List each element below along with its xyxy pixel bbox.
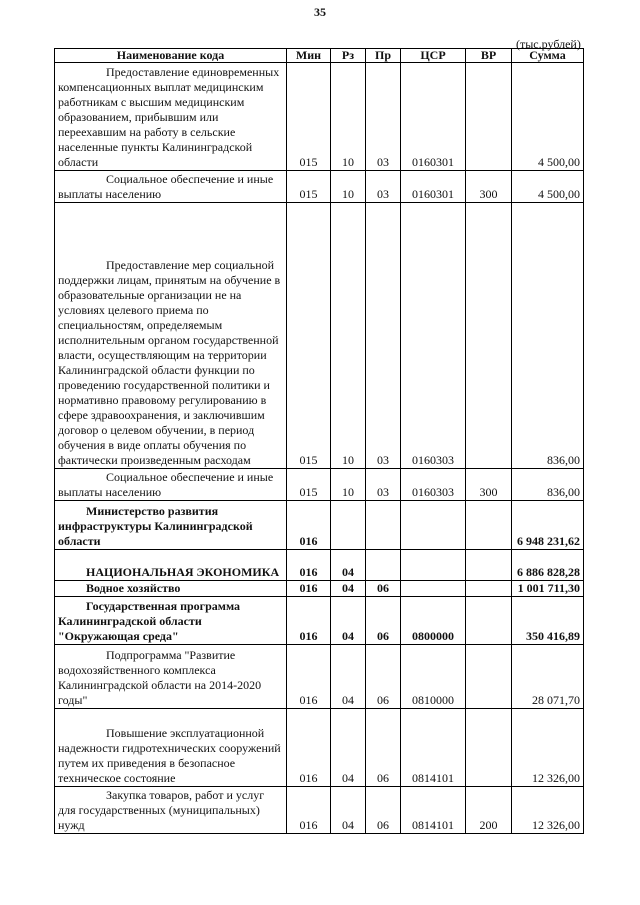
row-vr bbox=[466, 645, 512, 709]
row-rz: 04 bbox=[331, 645, 366, 709]
row-name: Водное хозяйство bbox=[86, 581, 181, 595]
row-sum: 4 500,00 bbox=[512, 171, 584, 203]
row-pr: 06 bbox=[366, 709, 401, 787]
row-pr: 06 bbox=[366, 787, 401, 834]
row-min: 015 bbox=[287, 171, 331, 203]
row-csr: 0800000 bbox=[401, 597, 466, 645]
row-csr bbox=[401, 501, 466, 550]
table-row bbox=[55, 645, 584, 709]
row-rz: 04 bbox=[331, 581, 366, 597]
table-row bbox=[55, 581, 584, 597]
row-csr bbox=[401, 550, 466, 581]
header-rz: Рз bbox=[331, 49, 366, 63]
header-pr: Пр bbox=[366, 49, 401, 63]
row-min: 015 bbox=[287, 469, 331, 501]
row-vr: 200 bbox=[466, 787, 512, 834]
row-pr: 03 bbox=[366, 171, 401, 203]
row-name: НАЦИОНАЛЬНАЯ ЭКОНОМИКА bbox=[86, 565, 280, 579]
row-name: Предоставление мер социальной поддержки лицам, принятым на обучение в образовательные организации не на условиях целевого приема по специальностям, определяемым исполнительным органом государственной власти, осуществляющим на территории Калининградской области функции по проведению государственной политики и нормативно правовому регулированию в сфере здравоохранения, и заключившим договор о целевом обучении, в период обучения в виде оплаты обучения по фактически произведенным расходам bbox=[58, 258, 281, 467]
row-vr bbox=[466, 597, 512, 645]
row-sum: 6 948 231,62 bbox=[512, 501, 584, 550]
row-vr bbox=[466, 709, 512, 787]
row-vr: 300 bbox=[466, 469, 512, 501]
row-sum: 12 326,00 bbox=[512, 787, 584, 834]
table-row bbox=[55, 63, 584, 171]
row-rz: 10 bbox=[331, 63, 366, 171]
table-row bbox=[55, 787, 584, 834]
row-csr: 0814101 bbox=[401, 709, 466, 787]
row-min: 016 bbox=[287, 645, 331, 709]
row-name: Социальное обеспечение и иные выплаты населению bbox=[58, 172, 274, 201]
row-pr: 03 bbox=[366, 63, 401, 171]
row-sum: 836,00 bbox=[512, 469, 584, 501]
row-sum: 350 416,89 bbox=[512, 597, 584, 645]
header-name: Наименование кода bbox=[55, 49, 287, 63]
row-min: 016 bbox=[287, 581, 331, 597]
budget-table bbox=[54, 48, 584, 834]
row-name: Министерство развития инфраструктуры Калининградской области bbox=[58, 504, 253, 548]
table-header bbox=[55, 49, 584, 63]
row-csr: 0810000 bbox=[401, 645, 466, 709]
row-vr bbox=[466, 203, 512, 469]
table-row bbox=[55, 709, 584, 787]
row-rz bbox=[331, 501, 366, 550]
row-min: 015 bbox=[287, 203, 331, 469]
header-min: Мин bbox=[287, 49, 331, 63]
row-sum: 836,00 bbox=[512, 203, 584, 469]
row-min: 016 bbox=[287, 501, 331, 550]
table-row bbox=[55, 469, 584, 501]
row-name: Подпрограмма "Развитие водохозяйственного комплекса Калининградской области на 2014-2020 годы" bbox=[58, 648, 262, 707]
row-pr bbox=[366, 550, 401, 581]
row-sum: 4 500,00 bbox=[512, 63, 584, 171]
table-row bbox=[55, 550, 584, 581]
row-pr bbox=[366, 501, 401, 550]
page-number: 35 bbox=[314, 5, 326, 19]
header-vr: ВР bbox=[466, 49, 512, 63]
row-vr: 300 bbox=[466, 171, 512, 203]
table-row bbox=[55, 597, 584, 645]
units-label: (тыс.рублей) bbox=[516, 37, 581, 51]
row-rz: 04 bbox=[331, 709, 366, 787]
row-rz: 04 bbox=[331, 550, 366, 581]
row-min: 016 bbox=[287, 597, 331, 645]
table-row bbox=[55, 203, 584, 469]
row-csr: 0160303 bbox=[401, 203, 466, 469]
header-sum: Сумма bbox=[512, 49, 584, 63]
table-row bbox=[55, 171, 584, 203]
row-rz: 10 bbox=[331, 171, 366, 203]
row-min: 016 bbox=[287, 550, 331, 581]
row-sum: 6 886 828,28 bbox=[512, 550, 584, 581]
row-csr: 0814101 bbox=[401, 787, 466, 834]
row-name: Предоставление единовременных компенсационных выплат медицинским работникам с высшим медицинским образованием, прибывшим или переехавшим на работу в сельские населенные пункты Калининградской области bbox=[58, 65, 280, 169]
row-csr bbox=[401, 581, 466, 597]
row-sum: 1 001 711,30 bbox=[512, 581, 584, 597]
row-name: Социальное обеспечение и иные выплаты населению bbox=[58, 470, 274, 499]
row-vr bbox=[466, 550, 512, 581]
row-rz: 10 bbox=[331, 203, 366, 469]
row-rz: 04 bbox=[331, 597, 366, 645]
row-pr: 03 bbox=[366, 469, 401, 501]
row-min: 016 bbox=[287, 787, 331, 834]
row-name: Государственная программа Калининградской области "Окружающая среда" bbox=[58, 599, 241, 643]
row-sum: 12 326,00 bbox=[512, 709, 584, 787]
row-min: 015 bbox=[287, 63, 331, 171]
row-vr bbox=[466, 501, 512, 550]
row-pr: 03 bbox=[366, 203, 401, 469]
row-pr: 06 bbox=[366, 597, 401, 645]
row-vr bbox=[466, 63, 512, 171]
row-min: 016 bbox=[287, 709, 331, 787]
table-row bbox=[55, 501, 584, 550]
row-csr: 0160301 bbox=[401, 171, 466, 203]
row-vr bbox=[466, 581, 512, 597]
row-csr: 0160303 bbox=[401, 469, 466, 501]
row-name: Повышение эксплуатационной надежности гидротехнических сооружений путем их приведения в безопасное техническое состояние bbox=[58, 726, 281, 785]
row-name: Закупка товаров, работ и услуг для государственных (муниципальных) нужд bbox=[58, 788, 265, 832]
row-rz: 04 bbox=[331, 787, 366, 834]
row-pr: 06 bbox=[366, 645, 401, 709]
row-pr: 06 bbox=[366, 581, 401, 597]
header-csr: ЦСР bbox=[401, 49, 466, 63]
row-rz: 10 bbox=[331, 469, 366, 501]
row-sum: 28 071,70 bbox=[512, 645, 584, 709]
row-csr: 0160301 bbox=[401, 63, 466, 171]
